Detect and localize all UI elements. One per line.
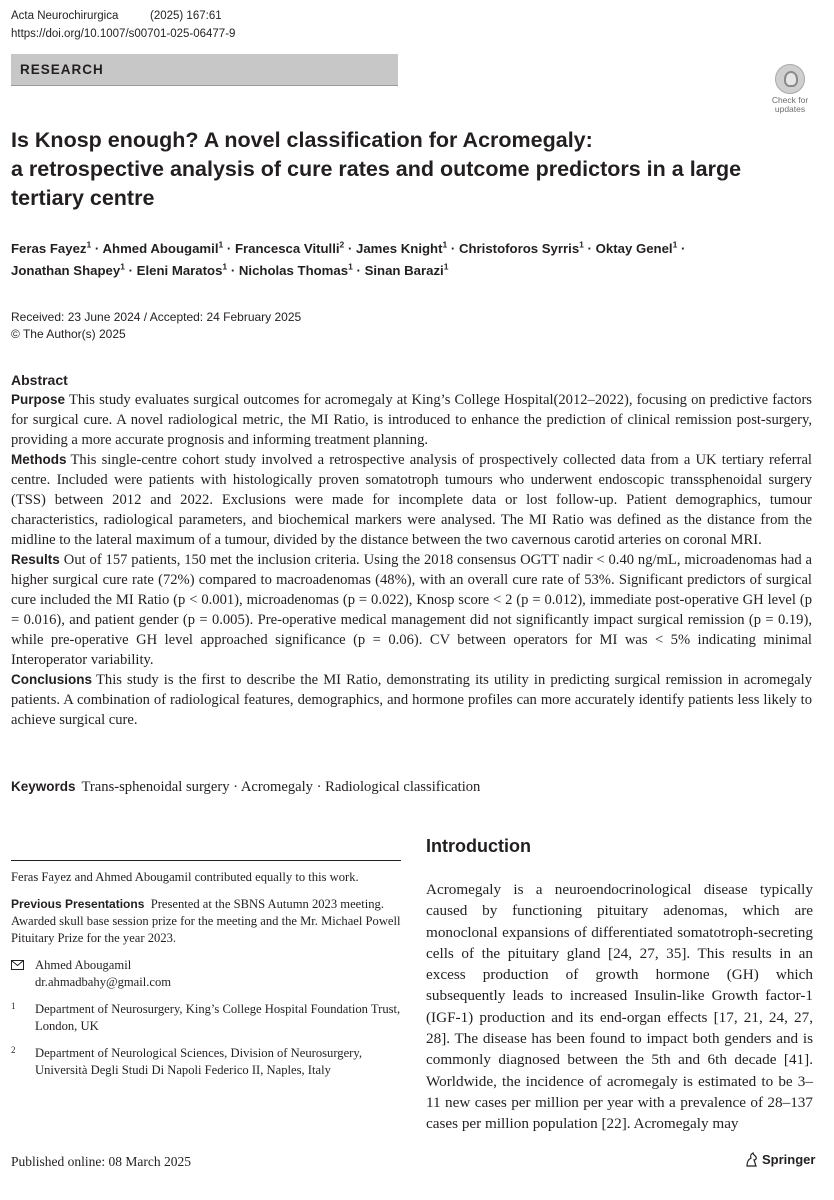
check-for-updates-badge[interactable] xyxy=(764,64,816,112)
abstract-methods: Methods This single-centre cohort study involved a retrospective analysis of prospectively collected data from a UK tertiary referral centre. Included were patients with histologically proven somatotroph tumours who underwent endoscopic transsphenoidal surgery (TSS) between 2012 and 2022. Exclusions were made for incomplete data or lost follow-up. Patient demographics, tumour characteristics, radiological parameters, and biochemical markers were analysed. The MI Ratio was defined as the distance from the midline to the lateral maximum of a tumour, divided by the distance between the two cavernous carotid arteries on coronal MRI. xyxy=(11,452,812,548)
keywords-label: Keywords xyxy=(11,779,76,794)
article-type-banner xyxy=(11,54,398,86)
corresponding-email[interactable]: dr.ahmadbahy@gmail.com xyxy=(35,975,172,989)
abstract-results: Results Out of 157 patients, 150 met the inclusion criteria. Using the 2018 consensus OGTT nadir < 0.40 ng/mL, microadenomas had a higher surgical cure rate (72%) compared to macroadenomas (48%), with an overall cure rate of 53%. Significant predictors of surgical cure included the MI Ratio (p < 0.001), microadenomas (p = 0.022), Knosp score < 2 (p = 0.012), immediate post-operative GH level (p = 0.016), and patient gender (p = 0.005). Pre-operative medical management did not significantly impact surgical remission (p = 0.19), while pre-operative GH level approached significance (p = 0.06). CV between operators for MI was < 5% indicating minimal Interoperator variability. xyxy=(11,552,812,668)
keywords-text: Trans-sphenoidal surgery · Acromegaly · Radiological classification xyxy=(81,779,481,795)
affiliation-2: 2 Department of Neurological Sciences, Division of Neurosurgery, Università Degli Studi Di Napoli Federico II, Naples, Italy xyxy=(11,1045,362,1077)
equal-contribution-note: Feras Fayez and Ahmed Abougamil contributed equally to this work. xyxy=(11,870,359,884)
author[interactable]: Christoforos Syrris$^1$ xyxy=(458,239,584,256)
affiliation-1: 1 Department of Neurosurgery, King’s College Hospital Foundation Trust, London, UK xyxy=(11,1001,401,1033)
article-type-label: RESEARCH xyxy=(20,62,104,77)
corresponding-name: Ahmed Abougamil xyxy=(35,958,132,972)
article-dates xyxy=(11,309,301,343)
author[interactable]: Jonathan Shapey$^1$ xyxy=(11,261,125,278)
introduction-body: Acromegaly is a neuroendocrinological disease typically caused by functioning pituitary adenomas, which are monoclonal expansions of differentiated somatotroph-secreting cells of the pituitary gland [24, 27, 35]. This results in an excess production of growth hormone (GH) which subsequently leads to increased Insulin-like Growth factor-1 (IGF-1) production and its end-organ effects [17, 21, 24, 27, 28]. The disease has been found to impact both genders and is commonly diagnosed between the 5th and 6th decade [41]. Worldwide, the incidence of acromegaly is estimated to be 3–11 new cases per million per year with a prevalence of 28–137 cases per million population [22]. Acromegaly may xyxy=(426,881,813,1133)
article-title: Is Knosp enough? A novel classification for Acromegaly: a retrospective analysis of cure rates and outcome predictors in a large tertiary centre xyxy=(11,128,742,210)
check-updates-label: Check for updates xyxy=(771,95,809,114)
abstract-body xyxy=(11,390,812,730)
published-online: Published online: 08 March 2025 xyxy=(11,1154,191,1169)
abstract-heading: Abstract xyxy=(11,372,68,388)
journal-name: Acta Neurochirurgica xyxy=(11,10,119,22)
doi-link[interactable]: https://doi.org/10.1007/s00701-025-06477-9 xyxy=(11,28,236,40)
author[interactable]: Eleni Maratos$^1$ xyxy=(136,261,228,278)
author[interactable]: James Knight$^1$ xyxy=(356,239,448,256)
envelope-icon xyxy=(11,960,24,970)
footnotes xyxy=(11,860,401,1089)
author[interactable]: Feras Fayez$^1$ xyxy=(11,239,92,256)
journal-volume: (2025) 167:61 xyxy=(150,10,222,22)
author[interactable]: Nicholas Thomas$^1$ xyxy=(238,261,353,278)
abstract-purpose: Purpose This study evaluates surgical outcomes for acromegaly at King’s College Hospital(2012–2022), focusing on predictive factors for surgical cure. A novel radiological metric, the MI Ratio, is introduced to enhance the prediction of clinical remission post-surgery, providing a more accurate prognosis and informing treatment planning. xyxy=(11,392,812,448)
keywords xyxy=(11,779,480,796)
springer-horse-icon xyxy=(744,1152,759,1167)
author[interactable]: Francesca Vitulli$^2$ xyxy=(234,239,345,256)
abstract-conclusions: Conclusions This study is the first to describe the MI Ratio, demonstrating its utility in predicting surgical remission in acromegaly patients. A combination of radiological features, demographics, and hormone profiles can more accurately identify patients less likely to achieve surgical cure. xyxy=(11,672,812,728)
author[interactable]: Ahmed Abougamil$^1$ xyxy=(102,239,224,256)
copyright: © The Author(s) 2025 xyxy=(11,327,126,341)
check-updates-icon xyxy=(775,64,805,94)
received-accepted: Received: 23 June 2024 / Accepted: 24 February 2025 xyxy=(11,310,302,324)
previous-presentations-note: Previous Presentations Presented at the SBNS Autumn 2023 meeting. Awarded skull base session prize for the meeting and the Mr. Michael Powell Pituitary Prize for the year 2023. xyxy=(11,897,401,945)
author-list: Feras Fayez$^1$ · Ahmed Abougamil$^1$ · Francesca Vitulli$^2$ · James Knight$^1$ · Christoforos Syrris$^1$ · Oktay Genel$^1$ · Jonathan Shapey$^1$ · Eleni Maratos$^1$ · Nicholas Thomas$^1$ · Sinan Barazi$^1$ xyxy=(11,239,686,278)
author[interactable]: Oktay Genel$^1$ xyxy=(595,239,678,256)
publisher-logo: Springer xyxy=(744,1152,815,1167)
corresponding-author xyxy=(11,957,401,991)
author[interactable]: Sinan Barazi$^1$ xyxy=(364,261,449,278)
introduction-heading: Introduction xyxy=(426,836,531,856)
